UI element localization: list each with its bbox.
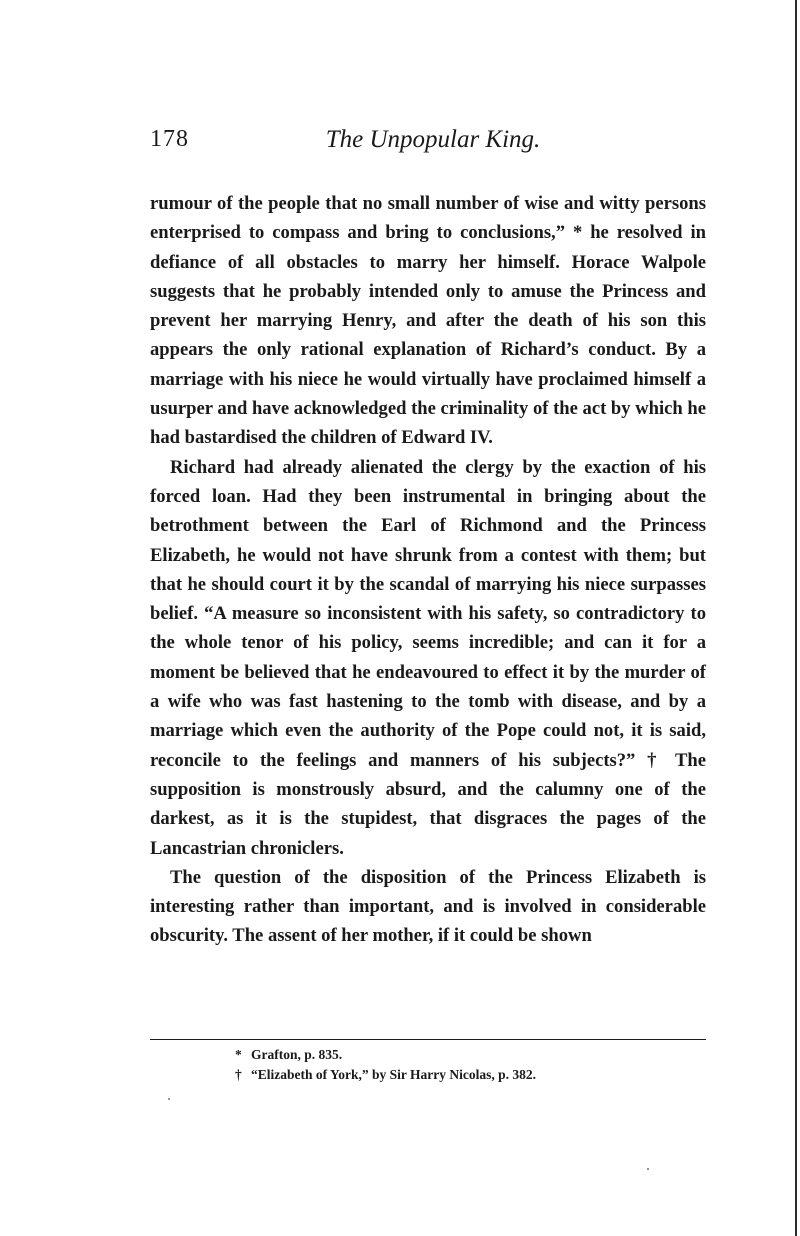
paragraph-1: rumour of the people that no small number of wise and witty persons enterprised to compass and bring to conclusions,” * he resolved in defiance of all obstacles to marry her himself. Horace Walpole suggests that he probably intended only to amuse the Princess and prevent her marrying Henry, and after the death of his son this appears the only rational explanation of Richard’s conduct. By a marriage with his niece he would virtually have proclaimed himself a usurper and have acknowledged the criminality of the act by which he had bastardised the children of Edward IV. bbox=[150, 193, 706, 449]
page-header bbox=[150, 126, 706, 162]
paper-speck bbox=[168, 1098, 170, 1100]
footnote-1 bbox=[235, 1045, 695, 1065]
page-number: 178 bbox=[150, 126, 189, 152]
footnote-2 bbox=[235, 1065, 695, 1085]
footnote-mark: * bbox=[235, 1047, 242, 1062]
page-edge-shadow bbox=[795, 0, 797, 1236]
paragraph-3: The question of the disposition of the Princess Elizabeth is interesting rather than important, and is involved in considerable obscurity. The assent of her mother, if it could be shown bbox=[150, 866, 706, 947]
body-text bbox=[150, 189, 706, 951]
paper-speck bbox=[647, 1168, 649, 1170]
footnote-rule bbox=[150, 1039, 706, 1040]
running-title: The Unpopular King. bbox=[325, 126, 541, 153]
paragraph-2: Richard had already alienated the clergy by the exaction of his forced loan. Had they been instrumental in bringing about the betrothment between the Earl of Richmond and the Princess Elizabeth, he would not have shrunk from a contest with them; but that he should court it by the scandal of marrying his niece surpasses belief. “A measure so inconsistent with his safety, so contradictory to the whole tenor of his policy, seems incredible; and can it for a moment be believed that he endeavoured to effect it by the murder of a wife who was fast hastening to the tomb with disease, and by a marriage which even the authority of the Pope could not, it is said, reconcile to the feelings and manners of his subjects?” † The supposition is monstrously absurd, and the calumny one of the darkest, as it is the stupidest, that disgraces the pages of the Lancastrian chroniclers. bbox=[150, 456, 706, 859]
footnote-text: Grafton, p. 835. bbox=[251, 1047, 343, 1062]
footnote-text: “Elizabeth of York,” by Sir Harry Nicolas, p. 382. bbox=[251, 1067, 537, 1082]
footnotes bbox=[235, 1045, 695, 1085]
footnote-mark: † bbox=[235, 1067, 242, 1082]
